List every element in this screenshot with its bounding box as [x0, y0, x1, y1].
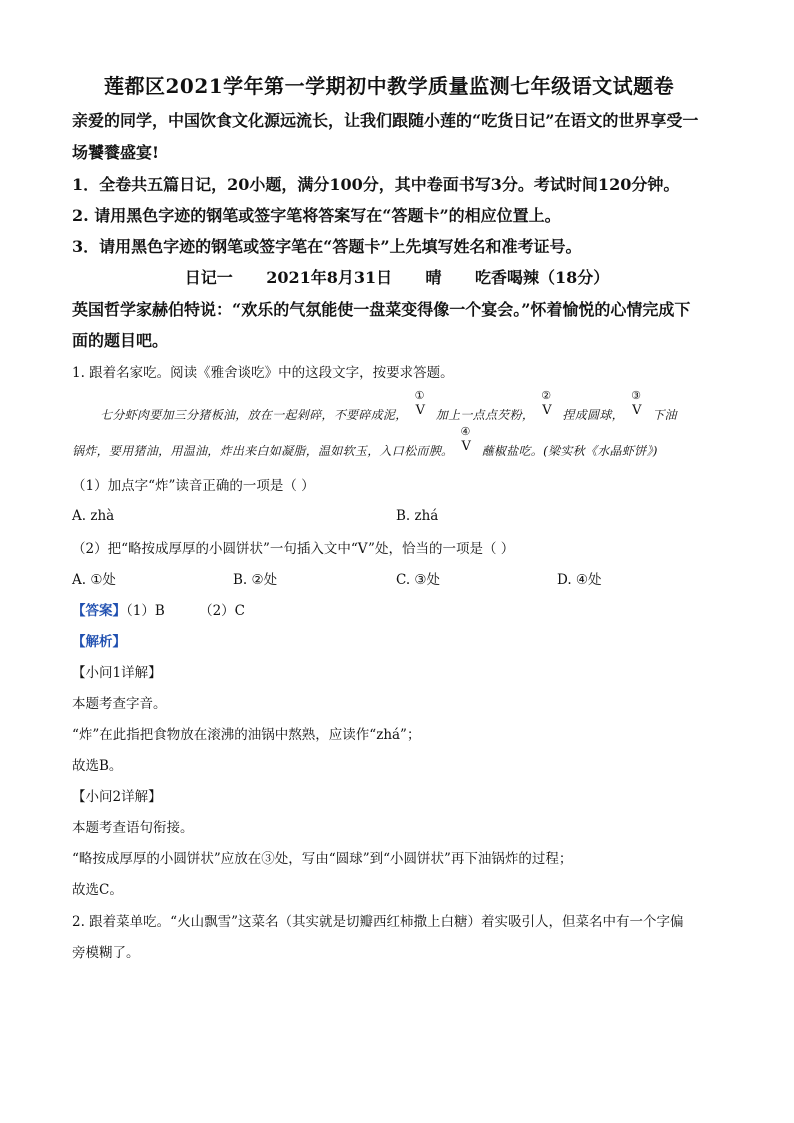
passage-line-2 [72, 425, 658, 459]
diary-intro-line-1: 英国哲学家赫伯特说：“欢乐的气氛能使一盘菜变得像一个宴会。”怀着愉悦的心情完成下 [72, 300, 691, 319]
answer-label: 【答案】 [72, 603, 126, 619]
passage-segment-1: 七分虾肉要加三分猪板油，放在一起剁碎，不要碎成泥， [100, 408, 408, 422]
sub2-option-c: C. ③处 [396, 572, 441, 588]
detail-1-line-3: 故选B。 [72, 758, 123, 774]
instruction-3: 3．请用黑色字迹的钢笔或签字笔在“答题卡”上先填写姓名和准考证号。 [72, 237, 582, 256]
analysis-label: 【解析】 [72, 634, 126, 650]
passage-segment-2: 加上一点点芡粉， [435, 408, 535, 422]
insert-marker-4: ④ V [460, 425, 472, 454]
insert-marker-2: ② V [541, 389, 552, 418]
answer-line [72, 599, 245, 619]
instruction-2: 2. 请用黑色字迹的钢笔或签字笔将答案写在“答题卡”的相应位置上。 [72, 206, 561, 225]
question-2-line-1: 2. 跟着菜单吃。“火山飘雪”这菜名（其实就是切瓣西红柿撒上白糖）着实吸引人，但菜名中有一个字偏 [72, 914, 684, 930]
sub1-option-a: A. zhà [72, 508, 115, 524]
sub2-option-d: D. ④处 [557, 572, 602, 588]
insert-marker-1: ① V [414, 389, 426, 418]
detail-2-line-3: 故选C。 [72, 882, 123, 898]
answer-text: （1）B （2）C [126, 603, 246, 619]
detail-1-line-1: 本题考查字音。 [72, 696, 167, 712]
intro-line-2: 场饕餮盛宴! [72, 143, 160, 162]
question-2-line-2: 旁模糊了。 [72, 945, 140, 961]
detail-2-label: 【小问2详解】 [72, 789, 162, 805]
instruction-1: 1．全卷共五篇日记，20小题，满分100分，其中卷面书写3分。考试时间120分钟。 [72, 175, 680, 194]
insert-marker-3: ③ V [631, 389, 642, 418]
detail-2-line-2: “略按成厚厚的小圆饼状”应放在③处，写由“圆球”到“小圆饼状”再下油锅炸的过程； [72, 851, 573, 867]
intro-line-1: 亲爱的同学，中国饮食文化源远流长，让我们跟随小莲的“吃货日记”在语文的世界享受一 [72, 111, 699, 130]
question-1-stem: 1. 跟着名家吃。阅读《雅舍谈吃》中的这段文字，按要求答题。 [72, 365, 454, 381]
sub-question-1: （1）加点字“炸”读音正确的一项是（ ） [72, 478, 315, 494]
sub2-option-b: B. ②处 [233, 572, 278, 588]
passage-segment-3: 捏成圆球， [562, 408, 624, 422]
detail-1-label: 【小问1详解】 [72, 665, 162, 681]
passage-line-1 [100, 389, 677, 423]
sub2-option-a: A. ①处 [72, 572, 116, 588]
passage-segment-6: 蘸椒盐吃。(梁实秋《水晶虾饼》) [481, 444, 658, 458]
diary-intro-line-2: 面的题目吧。 [72, 331, 169, 350]
sub1-option-b: B. zhá [396, 508, 439, 524]
detail-1-line-2: “炸”在此指把食物放在滚沸的油锅中熬熟，应读作“zhá”； [72, 727, 421, 743]
sub-question-2: （2）把“略按成厚厚的小圆饼状”一句插入文中“V”处，恰当的一项是（ ） [72, 541, 515, 557]
page-title: 莲都区2021学年第一学期初中教学质量监测七年级语文试题卷 [104, 74, 675, 98]
passage-segment-4: 下油 [652, 408, 677, 422]
detail-2-line-1: 本题考查语句衔接。 [72, 820, 194, 836]
diary-header: 日记一 2021年8月31日 晴 吃香喝辣（18分） [184, 268, 610, 287]
passage-segment-5: 锅炸，要用猪油，用温油，炸出来白如凝脂，温如软玉，入口松而腴。 [72, 444, 454, 458]
